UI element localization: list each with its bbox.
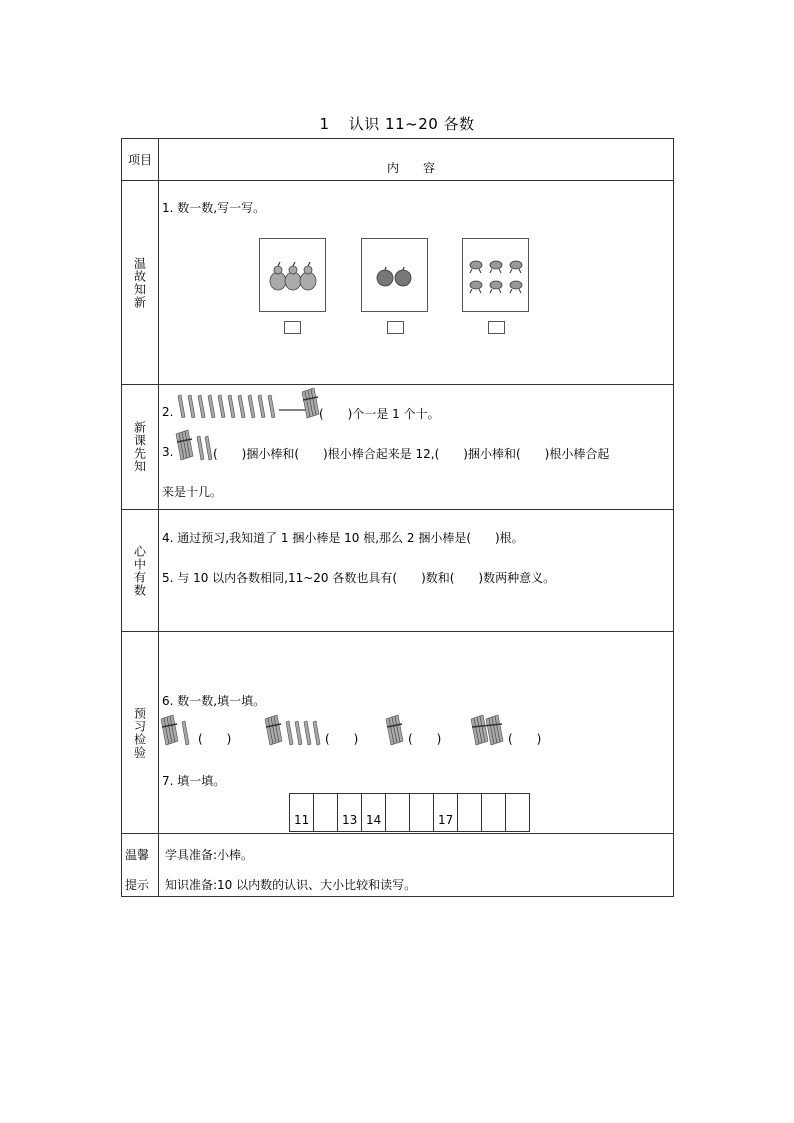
bundle-icon bbox=[385, 714, 409, 746]
question-4: 4. 通过预习,我知道了 1 捆小棒是 10 根,那么 2 捆小棒是( )根。 bbox=[162, 531, 524, 545]
picture-box-pears bbox=[259, 238, 326, 312]
number-grid bbox=[289, 793, 530, 832]
bundle-icon bbox=[264, 714, 328, 746]
question-6: 6. 数一数,填一填。 bbox=[162, 694, 266, 708]
number-grid-cell: 17 bbox=[434, 794, 458, 832]
section-preview-label: 新课先知 bbox=[132, 421, 147, 473]
header-project-label: 项目 bbox=[127, 153, 152, 167]
bundle-icon bbox=[301, 387, 321, 419]
section-mind-label: 心中有数 bbox=[132, 544, 147, 597]
title-text: 认识 11~20 各数 bbox=[348, 115, 475, 133]
picture-box-apples bbox=[361, 238, 428, 312]
section-review-label-cell bbox=[122, 181, 159, 384]
section-preview bbox=[121, 384, 674, 510]
section-check-label: 预习检验 bbox=[132, 706, 147, 759]
number-grid-cell[interactable] bbox=[458, 794, 482, 832]
apple-icon bbox=[375, 267, 415, 287]
section-review-label: 温故知新 bbox=[132, 256, 147, 309]
section-tips-label-1: 温馨 bbox=[125, 848, 150, 862]
section-mind bbox=[121, 509, 674, 632]
section-preview-label-cell bbox=[122, 385, 159, 509]
blank-4[interactable]: ( ) bbox=[508, 732, 542, 746]
section-review bbox=[121, 180, 674, 385]
worksheet-table bbox=[121, 138, 674, 897]
number-grid-cell: 13 bbox=[338, 794, 362, 832]
question-2-text: ( )个一是 1 个十。 bbox=[319, 407, 440, 421]
bird-icon bbox=[467, 257, 527, 297]
answer-box-birds[interactable] bbox=[488, 321, 505, 334]
stick-icon bbox=[176, 388, 316, 418]
pear-icon bbox=[268, 261, 318, 291]
number-grid-cell[interactable] bbox=[410, 794, 434, 832]
number-grid-cell: 14 bbox=[362, 794, 386, 832]
header-content-label: 内 容 bbox=[387, 161, 436, 175]
question-3-number: 3. bbox=[162, 445, 174, 459]
blank-2[interactable]: ( ) bbox=[325, 732, 359, 746]
question-3-text: ( )捆小棒和( )根小棒合起来是 12,( )捆小棒和( )根小棒合起 bbox=[213, 447, 610, 461]
question-1: 1. 数一数,写一写。 bbox=[162, 201, 266, 215]
section-tips-label-2: 提示 bbox=[125, 878, 150, 892]
picture-box-birds bbox=[462, 238, 529, 312]
section-tips-label-cell bbox=[122, 834, 159, 896]
number-grid-cell: 11 bbox=[290, 794, 314, 832]
number-grid-row bbox=[290, 794, 530, 832]
number-grid-cell[interactable] bbox=[506, 794, 530, 832]
tip-knowledge: 知识准备:10 以内数的认识、大小比较和读写。 bbox=[165, 878, 417, 892]
blank-1[interactable]: ( ) bbox=[198, 732, 232, 746]
answer-box-apples[interactable] bbox=[387, 321, 404, 334]
bundle-icon bbox=[160, 714, 200, 746]
question-2-number: 2. bbox=[162, 405, 174, 419]
number-grid-cell[interactable] bbox=[314, 794, 338, 832]
section-check bbox=[121, 631, 674, 834]
section-check-label-cell bbox=[122, 632, 159, 833]
blank-3[interactable]: ( ) bbox=[408, 732, 442, 746]
section-mind-label-cell bbox=[122, 510, 159, 631]
answer-box-pears[interactable] bbox=[284, 321, 301, 334]
header-col-project bbox=[122, 139, 159, 180]
question-5: 5. 与 10 以内各数相同,11~20 各数也具有( )数和( )数两种意义。 bbox=[162, 571, 556, 585]
tip-materials: 学具准备:小棒。 bbox=[165, 848, 254, 862]
header-row bbox=[121, 138, 674, 181]
section-tips bbox=[121, 833, 674, 897]
number-grid-cell[interactable] bbox=[482, 794, 506, 832]
question-3-line2: 来是十几。 bbox=[162, 485, 223, 499]
page-title bbox=[0, 113, 794, 134]
title-number: 1 bbox=[319, 115, 330, 133]
question-7: 7. 填一填。 bbox=[162, 774, 226, 788]
bundle-icon bbox=[470, 714, 510, 746]
number-grid-cell[interactable] bbox=[386, 794, 410, 832]
